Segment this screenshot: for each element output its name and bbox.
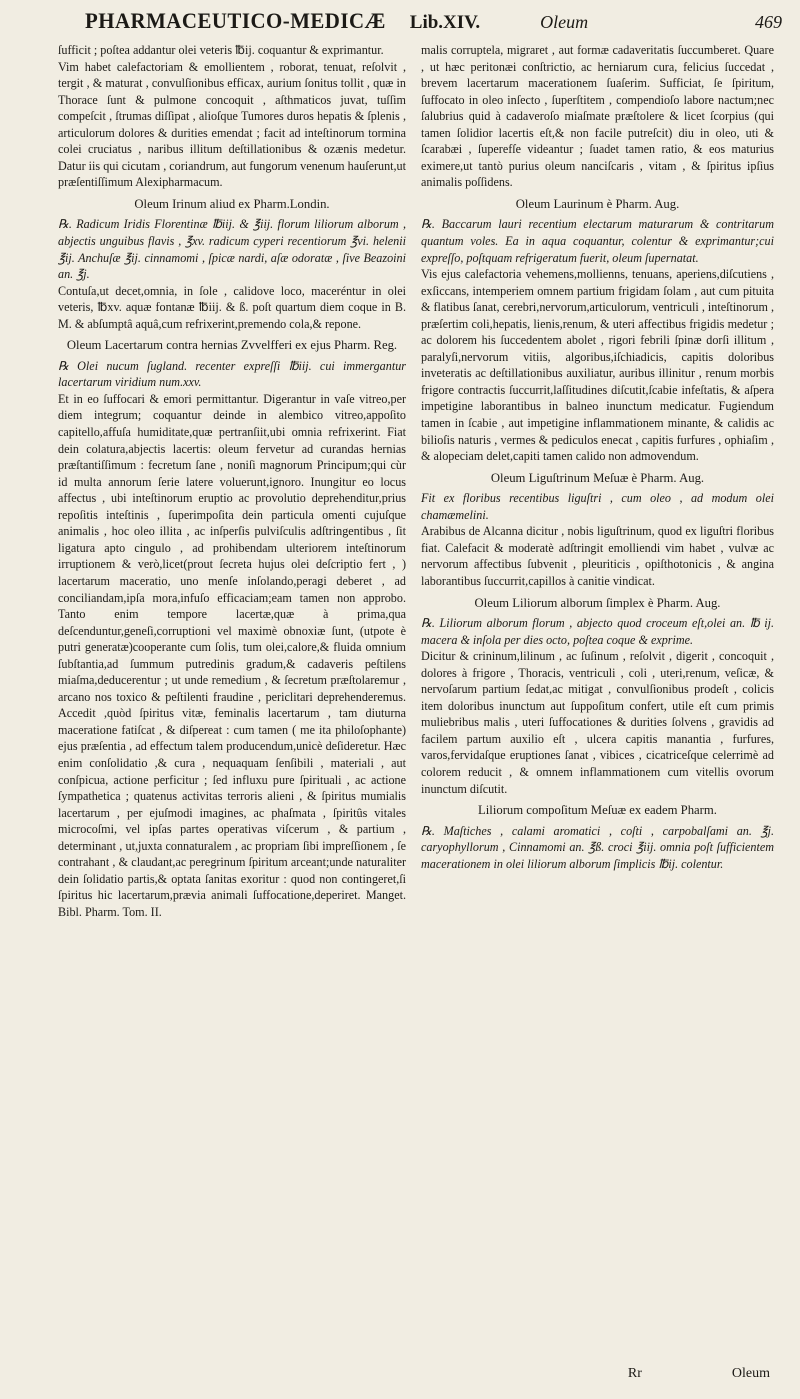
recipe-paragraph: Fit ex floribus recentibus liguſtri , cum oleo , ad modum olei chamæmelini.	[421, 491, 774, 522]
body-paragraph: malis corruptela, migraret , aut formæ cadaveritatis ſuccumberet. Quare , ut hæc peritonæi conſtrictio, ac herniarum cura, felicius ſuccedat , brevem lacertarum macerationem ſuaſerim. Sufficiat, ſe ſpiritum, ſuffocato in oleo inſecto , ſuperſtitem , compendioſo labore nactum;nec ſalubrius quid à cadaveroſo miaſmate præſtolere & licet ſcorpius (qui tamen ſolidior lacertis eſt,& non facile putreſcit) diu in oleo, uti & ſcarabæi , ſuperefſe videantur ; ſuadet tamen ratio, & eos maturius eximere,ut tantò purius oleum nanciſcaris , vitam , & ſpiritus ipſius animalis poſſidens.	[421, 43, 774, 190]
body-paragraph: Arabibus de Alcanna dicitur , nobis liguſtrinum, quod ex liguſtri floribus fiat. Calefacit & moderatè adſtringit emolliendi vim habet , vulvæ ac nervorum affectibus ſubvenit , pleuriticis , opiſthotonicis , & angina laborantibus ſuccurrit,capillos à canitie vindicat.	[421, 524, 774, 588]
recipe-paragraph: ℞. Liliorum alborum florum , abjecto quod croceum eſt,olei an. ℔ ij. macera & inſola per dies octo, poſtea coque & exprime.	[421, 616, 774, 647]
body-paragraph: ſufficit ; poſtea addantur olei veteris ℔ij. coquantur & exprimantur.	[58, 43, 384, 57]
header-catchword: Oleum	[540, 12, 589, 32]
book-number: Lib.XIV.	[409, 12, 481, 33]
body-paragraph: Vim habet calefactoriam & emollientem , roborat, tenuat, reſolvit , tergit , & maturat , convulſionibus efficax, aurium ſonitus tollit , quæ in Thorace ſunt & pulmone concoquit , aſthmaticos juvat, tuſſim compeſcit , ſtrumas diſſipat , alioſque Tumores duros hepatis & ſplenis , articulorum dolores & durities emendat ; facit ad inteſtinorum tormina colei cruciatus , naribus illitum deſtillationibus & ozænis medetur. Datur iis qui cicutam , coriandrum, aut fungorum venenum hauſerunt,ut præſentiſſimum Alexipharmacum.	[58, 59, 406, 190]
recipe-paragraph: ℞ Olei nucum ſugland. recenter expreſſi ℔iij. cui immergantur lacertarum viridium num.xxv.	[58, 358, 406, 390]
body-paragraph: Et in eo ſuffocari & emori permittantur. Digerantur in vaſe vitreo,per diem integrum; coquantur deinde in alembico vitreo,appoſito capitello,affuſa humiditate,quæ pertranſiit,ubi omnia refrixerint. Fiat dein colatura,abjectis lacertis: oleum fervetur ad curandas hernias præſtantiſſimum : fecretum ſane , noniſi magnorum Principum;qui cùr id multa annorum ſerie latere voluerunt,ignoro. Inungitur eo locus affectus , ubi inteſtinorum eruptio ac provolutio deprehenditur,prius repoſitis inteſtinis , ſuperimpoſita dein particula omenti cujuſque animalis , hoc oleo illita , ac inſperſis pulviſculis adſtringentibus , ſit ligatura apto cingulo , ad prohibendam ulteriorem inteſtinorum irruptionem & verò,licet(prout ſecreta hujus olei deſcriptio fert , ) lacertarum maceratio, uno menſe inſolando,peragi deberet , ad conciliandam,ipſa mora,infuſo efficaciam;eam tamen non approbo. Tanto enim tempore lacertæ,quæ à prima,qua deſcenduntur,geneſi,corruptioni vel maximè obnoxiæ ſunt, (utpote è putri generatæ)cooperante cum ſolis, tum olei,calore,& fluida omnium ſubſtantia,ad ſummum putredinis gradum,& cadaveris peſtilens miaſma,deducerentur ; ut unde remedium , & ſecretum præſtolaremur , arcano nos toxico & peſtilenti fraudine , periclitari deprehenderemus. Accedit ,quòd ſpiritus vitæ, feminalis lacertarum , tam diuturna maceratione fatiſcat , & diſpereat : cum tamen ( me ita philoſophante) ejus præſentia , ad effectum talem producendum,unicè deſideretur. Hæc enim conſolidatio ,& cura , nequaquam ſenſibili , materiali , aut conſpicua, actione perficitur ; ſed influxu pure ſpirituali , ac actione ſympathetica ; quatenus activitas terroris alieni , & ſpiritus mumialis lacertarum , per ejuſmodi imagines, ac phaſmata , ſpiritûs vitales microcoſmi, vel ipſas partes operativas viſcerum , & partium , determinant , ut,juxta connaturalem , ac propriam ſibi impreſſionem , ſe contrahant , & claudant,ac peregrinum ſpiritum arceant;unde naturaliter dein ſolidatio partis,& optata ſanitas exoritur : quod non contingeret,ſi ſpiritus hic lacertarum,prævia animali ſuffocatione,deperiret. Manget. Bibl. Pharm. Tom. II.	[58, 391, 406, 919]
recipe-paragraph: ℞. Maſtiches , calami aromatici , coſti , carpobalſami an. ℥j. caryophyllorum , Cinnamomi an. ℥ß. croci ℥iij. omnia poſt ſufficientem macerationem in olei liliorum alborum ſimplicis ℔ij. colentur.	[421, 823, 774, 871]
page-header	[85, 8, 782, 38]
body-paragraph: Dicitur & crininum,lilinum , ac ſuſinum , reſolvit , digerit , concoquit , dolores à frigore , Thoracis, ventriculi , coli , uteri,renum, veſicæ, & nervoſarum partium ſedat,ac mitigat , convulſionibus prodeſt , colicis item doloribus inunctum aut ſuppoſitum confert, utile eſt cum primis muliebribus malis , uteri ſuffocationes & durities ſolvens , gravidis ad facilem partum auxilio eſt , ulcera capitis manantia , furfures, varos,fervidaſque eruptiones ſanat , vibices , cicatriceſque celerrimè ad colorem reducit , & omnem inflammationem cum vitellis ovorum inunctum diſcutit.	[421, 649, 774, 796]
section-heading: Oleum Liliorum alborum ſimplex è Pharm. Aug.	[474, 595, 721, 610]
body-paragraph: Vis ejus calefactoria vehemens,mollienns, tenuans, aperiens,diſcutiens , exſiccans, intemperiem omnem partium frigidam ſolam , aut cum pituita & flatibus ſanat, cerebri,nervorum,articulorum, ventriculi , inteſtinorum , præſertim coli,hepatis, lienis,renum, & uteri affectibus frigidis medetur ; ac dolorem his ſuccedentem abolet , rigori febrili ſpinæ dorſi illitum , paralyſi,nervorum vitiis, algoribus,iſchiadicis, capitis doloribus inveteratis ac deſtillationibus auxiliatur, auribus illinitur , renum morbis frigore contractis ſuccurrit,laſſitudines diſcutit,ſcabie infeſtatis, & aſpera impetigine laborantibus in balneo inunctum medicatur. Fugiendum tamen in ſcabie , aut impetigine inflammationem minante, & calidis ac bilioſis naturis , vermes & pediculos enecat , capitis furfures , ophiaſim , & alopeciam delet,capiti tamen calido non admovendum.	[421, 267, 774, 464]
right-column	[421, 42, 774, 872]
recipe-paragraph: ℞. Radicum Iridis Florentinæ ℔iij. & ℥iij. florum liliorum alborum , abjectis unguibus flavis , ℥xv. radicum cyperi recentiorum ℥vi. helenii ℥ij. Anchuſæ ℥ij. cinnamomi , ſpicæ nardi, aſæ odoratæ , ſive Beazoini an. ℥j.	[58, 217, 406, 282]
section-heading: Oleum Lacertarum contra hernias Zvvelfferi ex ejus Pharm. Reg.	[66, 338, 398, 353]
left-column	[58, 42, 406, 920]
page-footer	[628, 1366, 770, 1382]
catchword: Oleum	[731, 1366, 770, 1381]
body-paragraph: Contuſa,ut decet,omnia, in ſole , calidove loco, maceréntur in olei veteris, ℔xv. aquæ fontanæ ℔iij. & ß. poſt quartum diem coque in B. M. & abſumptâ aquâ,cum refrixerint,premendo cola,& repone.	[58, 283, 406, 331]
section-heading: Oleum Liguſtrinum Meſuæ è Pharm. Aug.	[490, 470, 705, 485]
running-title: PHARMACEUTICO-MEDICÆ	[85, 8, 386, 33]
recipe-paragraph: ℞. Baccarum lauri recentium electarum maturarum & contritarum quantum voles. Ea in aqua coquantur, colentur & exprimantur;cui expreſſo, poſtquam refrigeratum fuerit, oleum ſupernatat.	[421, 217, 774, 265]
section-heading: Liliorum compoſitum Meſuæ ex eadem Pharm.	[478, 803, 717, 818]
signature-mark: Rr	[627, 1366, 642, 1381]
section-heading: Oleum Irinum aliud ex Pharm.Londin.	[134, 196, 330, 211]
section-heading: Oleum Laurinum è Pharm. Aug.	[515, 196, 680, 211]
page-number: 469	[755, 12, 782, 32]
